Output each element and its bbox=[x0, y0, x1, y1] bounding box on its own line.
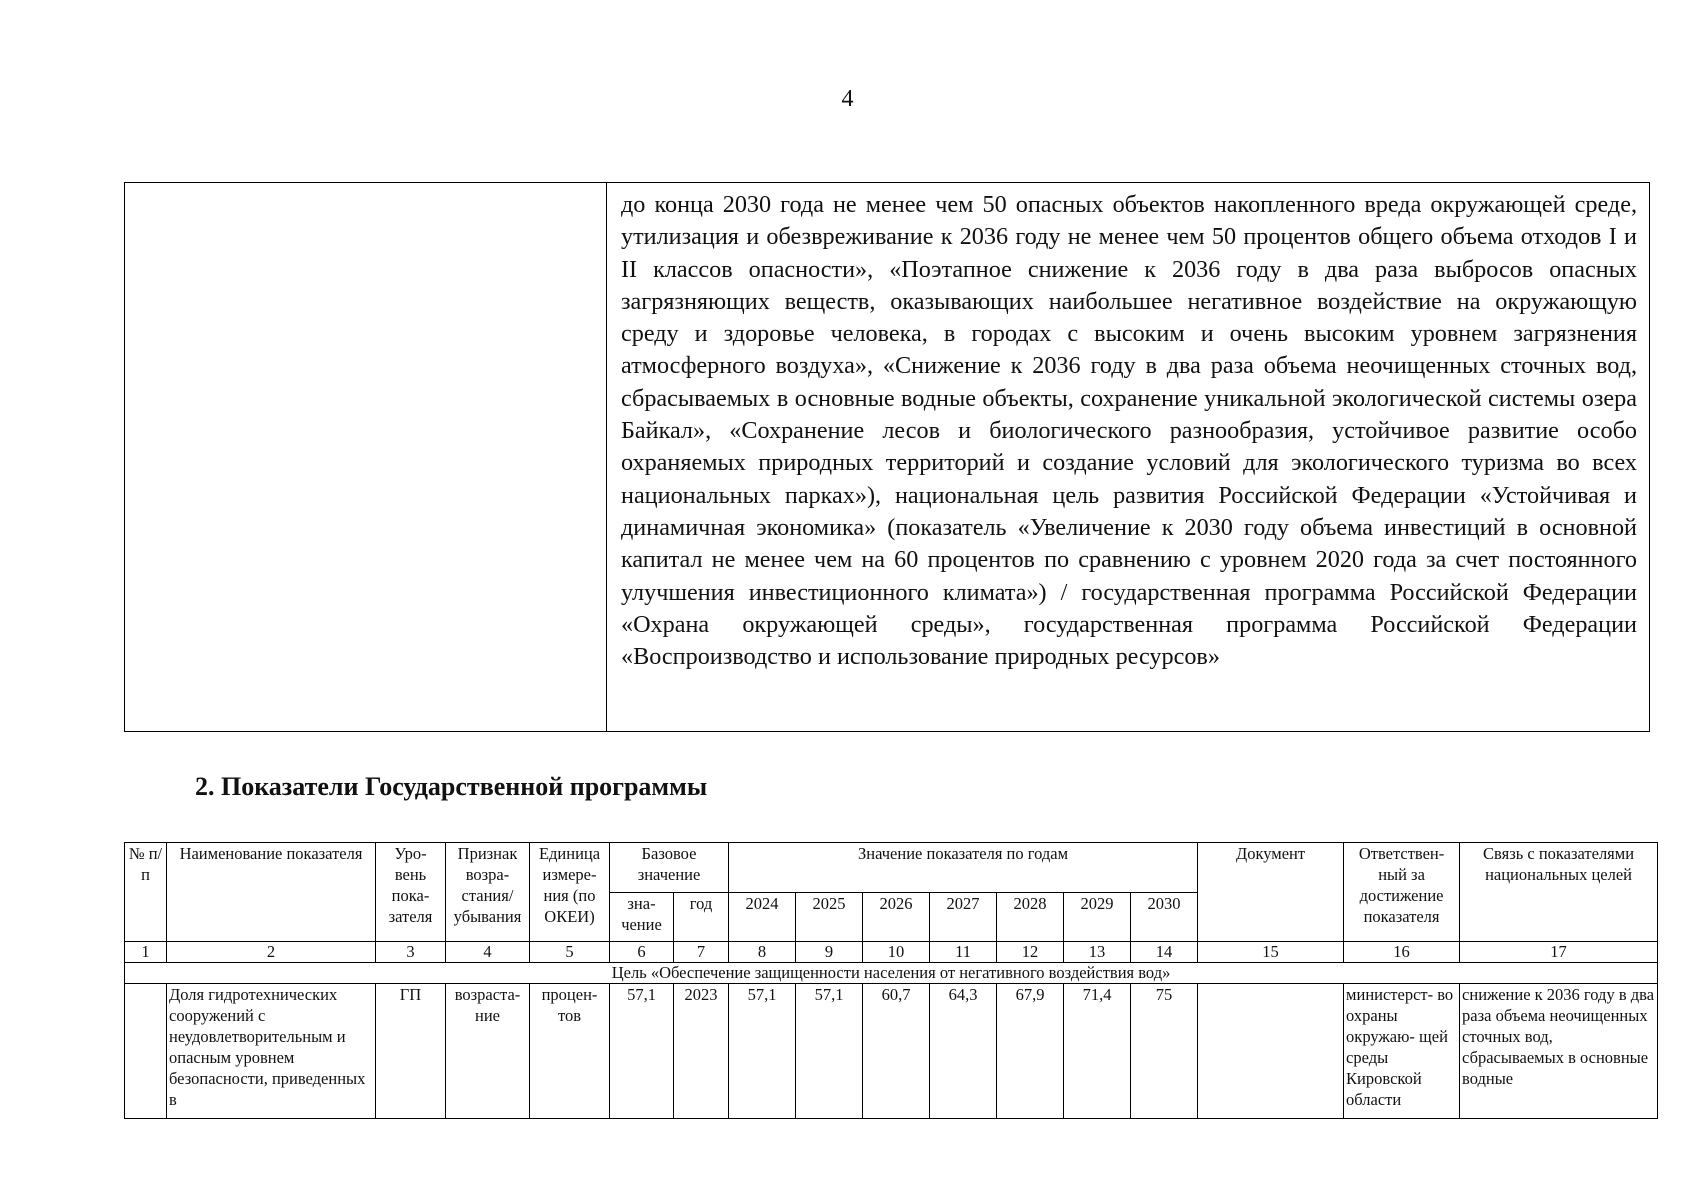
empty-left-cell bbox=[125, 183, 607, 731]
header-link: Связь с показателями национальных целей bbox=[1460, 843, 1658, 942]
indicator-document bbox=[1198, 984, 1344, 1119]
row-num bbox=[125, 984, 167, 1119]
value-2030: 75 bbox=[1131, 984, 1198, 1119]
header-year-2026: 2026 bbox=[863, 892, 930, 942]
header-level: Уро- вень пока- зателя bbox=[376, 843, 446, 942]
col-number: 2 bbox=[167, 942, 376, 963]
header-year-2029: 2029 bbox=[1064, 892, 1131, 942]
indicator-responsible: министерст- во охраны окружаю- щей среды Кировской области bbox=[1344, 984, 1460, 1119]
col-number: 9 bbox=[796, 942, 863, 963]
header-unit: Единица измере- ния (по ОКЕИ) bbox=[530, 843, 610, 942]
value-2028: 67,9 bbox=[997, 984, 1064, 1119]
value-2026: 60,7 bbox=[863, 984, 930, 1119]
national-goals-text: до конца 2030 года не менее чем 50 опасных объектов накопленного вреда окружающей среде, утилизация и обезвреживание к 2036 году не менее чем 50 процентов общего объема отходов I и II классов опасности», «Поэтапное снижение к 2036 году в два раза выбросов опасных загрязняющих веществ, оказывающих наибольшее негативное воздействие на окружающую среду и здоровье человека, в городах с высоким и очень высоким уровнем загрязнения атмосферного воздуха», «Снижение к 2036 году в два раза объема неочищенных сточных вод, сбрасываемых в основные водные объекты, сохранение уникальной экологической системы озера Байкал», «Сохранение лесов и биологического разнообразия, устойчивое развитие особо охраняемых природных территорий и создание условий для экологического туризма во всех национальных парках»), национальная цель развития Российской Федерации «Устойчивая и динамичная экономика» (показатель «Увеличение к 2030 году объема инвестиций в основной капитал не менее чем на 60 процентов по сравнению с уровнем 2020 года за счет постоянного улучшения инвестиционного климата») / государственная программа Российской Федерации «Охрана окружающей среды», государственная программа Российской Федерации «Воспроизводство и использование природных ресурсов» bbox=[621, 191, 1637, 671]
indicator-link: снижение к 2036 году в два раза объема неочищенных сточных вод, сбрасываемых в основные водные bbox=[1460, 984, 1658, 1119]
header-base-value: зна- чение bbox=[610, 892, 674, 942]
goal-row bbox=[125, 963, 1658, 984]
col-number: 1 bbox=[125, 942, 167, 963]
col-number: 3 bbox=[376, 942, 446, 963]
col-number: 7 bbox=[674, 942, 729, 963]
header-base-year: год bbox=[674, 892, 729, 942]
section-heading: 2. Показатели Государственной программы bbox=[195, 772, 708, 801]
col-number: 15 bbox=[1198, 942, 1344, 963]
col-number: 8 bbox=[729, 942, 796, 963]
header-document: Документ bbox=[1198, 843, 1344, 942]
col-number: 4 bbox=[446, 942, 530, 963]
indicator-sign: возраста- ние bbox=[446, 984, 530, 1119]
header-year-2025: 2025 bbox=[796, 892, 863, 942]
header-sign: Признак возра- стания/ убывания bbox=[446, 843, 530, 942]
base-value: 57,1 bbox=[610, 984, 674, 1119]
col-number: 6 bbox=[610, 942, 674, 963]
header-year-2024: 2024 bbox=[729, 892, 796, 942]
indicator-level: ГП bbox=[376, 984, 446, 1119]
header-row-1 bbox=[125, 843, 1658, 893]
indicator-name: Доля гидротехнических сооружений с неудовлетворительным и опасным уровнем безопасности, приведенных в bbox=[167, 984, 376, 1119]
value-2024: 57,1 bbox=[729, 984, 796, 1119]
table-row bbox=[125, 984, 1658, 1119]
page-number: 4 bbox=[841, 86, 854, 112]
header-name: Наименование показателя bbox=[167, 843, 376, 942]
col-number: 17 bbox=[1460, 942, 1658, 963]
header-year-2030: 2030 bbox=[1131, 892, 1198, 942]
column-number-row bbox=[125, 942, 1658, 963]
header-years-group: Значение показателя по годам bbox=[729, 843, 1198, 893]
col-number: 13 bbox=[1064, 942, 1131, 963]
col-number: 14 bbox=[1131, 942, 1198, 963]
col-number: 10 bbox=[863, 942, 930, 963]
value-2025: 57,1 bbox=[796, 984, 863, 1119]
header-year-2028: 2028 bbox=[997, 892, 1064, 942]
col-number: 16 bbox=[1344, 942, 1460, 963]
indicator-unit: процен- тов bbox=[530, 984, 610, 1119]
continuation-table bbox=[124, 182, 1650, 732]
col-number: 11 bbox=[930, 942, 997, 963]
value-2027: 64,3 bbox=[930, 984, 997, 1119]
base-year: 2023 bbox=[674, 984, 729, 1119]
col-number: 12 bbox=[997, 942, 1064, 963]
header-year-2027: 2027 bbox=[930, 892, 997, 942]
header-responsible: Ответствен- ный за достижение показателя bbox=[1344, 843, 1460, 942]
header-num: № п/п bbox=[125, 843, 167, 942]
goal-title: Цель «Обеспечение защищенности населения от негативного воздействия вод» bbox=[125, 963, 1658, 984]
col-number: 5 bbox=[530, 942, 610, 963]
indicators-table bbox=[124, 842, 1658, 1119]
value-2029: 71,4 bbox=[1064, 984, 1131, 1119]
header-base: Базовое значение bbox=[610, 843, 729, 893]
